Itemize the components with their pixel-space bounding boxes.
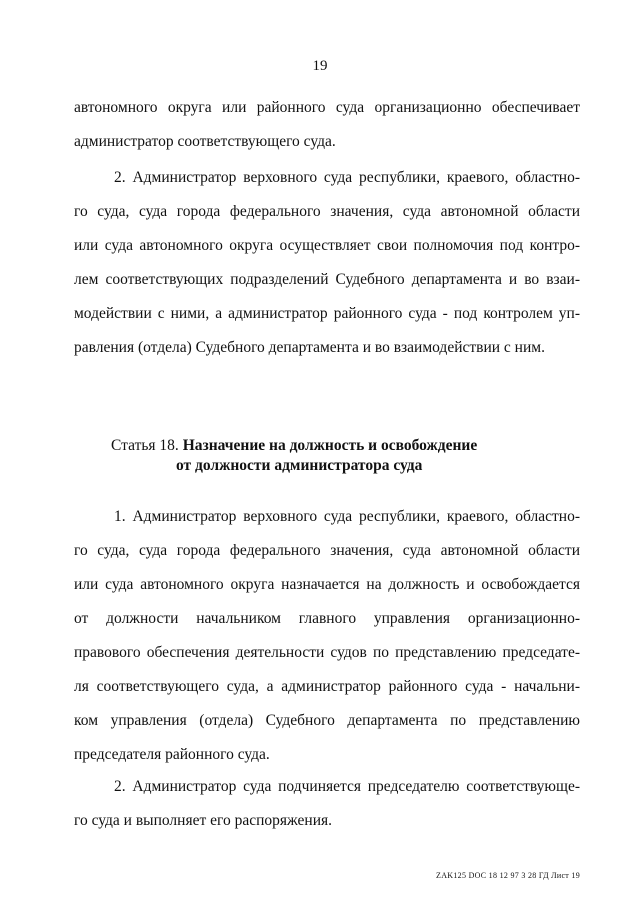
document-footer: ZAK125 DOC 18 12 97 3 28 ГД Лист 19 <box>436 871 580 880</box>
text-line: го суда, суда города федерального значения, суда автономной области <box>74 203 580 220</box>
text-line: модействии с ними, а администратор районного суда - под контролем уп- <box>74 305 580 322</box>
text-line: ком управления (отдела) Судебного департамента по представлению <box>74 712 580 729</box>
article-number: Статья 18. <box>111 437 183 454</box>
text-line: от должности начальником главного управления организационно- <box>74 610 580 627</box>
paragraph-article18-part1 <box>74 500 580 772</box>
text-line: равления (отдела) Судебного департамента и во взаимодействии с ним. <box>74 339 545 356</box>
text-line: или суда автономного округа осуществляет свои полномочия под контро- <box>74 237 580 254</box>
paragraph-article17-part2 <box>74 161 580 365</box>
text-line: ля соответствующего суда, а администратор районного суда - начальни- <box>74 678 580 695</box>
text-line: автономного округа или районного суда организационно обеспечивает <box>74 99 580 116</box>
text-line: лем соответствующих подразделений Судебного департамента и во взаи- <box>74 271 580 288</box>
article-heading-line1 <box>111 436 477 456</box>
text-line: председателя районного суда. <box>74 746 270 763</box>
text-line: правового обеспечения деятельности судов по представлению председате- <box>74 644 580 661</box>
text-line: или суда автономного округа назначается на должность и освобождается <box>74 576 580 593</box>
paragraph-continuation <box>74 91 580 159</box>
text-line: 1. Администратор верховного суда республики, краевого, областно- <box>114 508 580 525</box>
text-line: го суда и выполняет его распоряжения. <box>74 812 333 829</box>
text-line: 2. Администратор суда подчиняется председателю соответствующе- <box>114 778 580 795</box>
text-line: го суда, суда города федерального значения, суда автономной области <box>74 542 580 559</box>
article-title: Назначение на должность и освобождение <box>182 437 478 454</box>
text-line: администратор соответствующего суда. <box>74 133 336 150</box>
article-title-continued: от должности администратора суда <box>176 457 423 474</box>
page-number: 19 <box>312 58 328 74</box>
paragraph-article18-part2 <box>74 770 580 838</box>
text-line: 2. Администратор верховного суда республики, краевого, областно- <box>114 169 580 186</box>
